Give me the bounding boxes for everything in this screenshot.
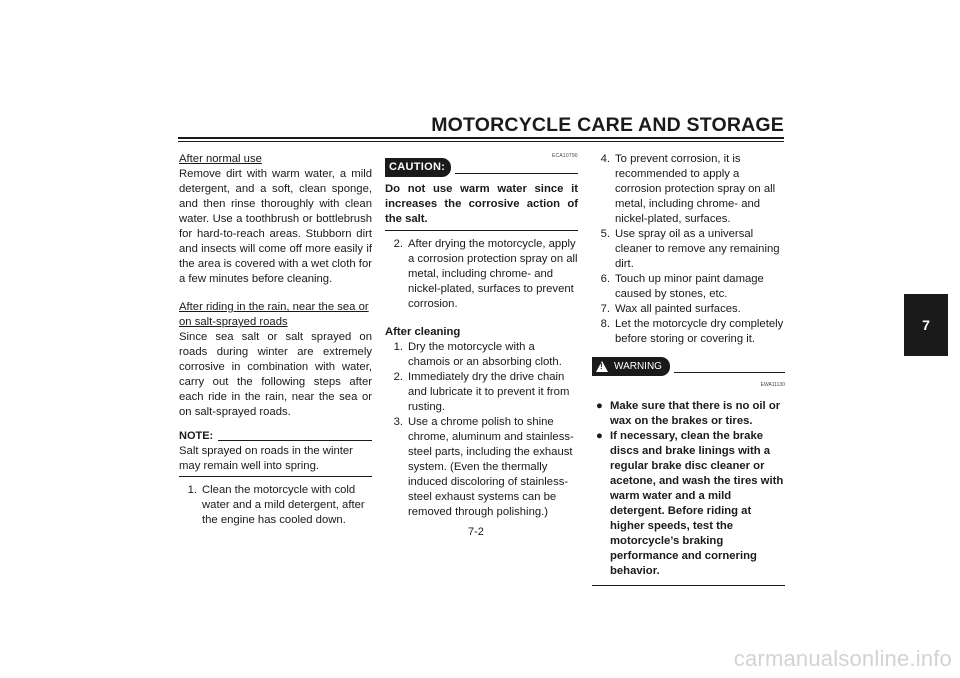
warning-triangle-icon: ! bbox=[596, 361, 608, 372]
note-end-rule bbox=[179, 476, 372, 477]
bullet-icon: ● bbox=[596, 400, 603, 412]
list-item: 6. Touch up minor paint damage caused by stones, etc. bbox=[600, 273, 764, 300]
after-cleaning-list-continued bbox=[592, 152, 785, 347]
warning-list bbox=[592, 399, 785, 579]
salt-steps-continued bbox=[385, 237, 578, 312]
list-item: 1. Dry the motorcycle with a chamois or an absorbing cloth. bbox=[393, 341, 562, 368]
column-3 bbox=[592, 152, 785, 586]
list-item: 2. Immediately dry the drive chain and lubricate it to prevent it from rusting. bbox=[393, 371, 570, 413]
section-heading-normal-use: After normal use bbox=[179, 153, 262, 165]
note-header bbox=[179, 429, 372, 444]
caution-badge: CAUTION: bbox=[385, 158, 451, 177]
column-1 bbox=[179, 152, 372, 528]
list-item: 7. Wax all painted surfaces. bbox=[600, 303, 741, 315]
caution-header bbox=[385, 158, 578, 177]
header-rule bbox=[178, 137, 784, 139]
warning-end-rule bbox=[592, 585, 785, 586]
list-item: 4. To prevent corrosion, it is recommended to apply a corrosion protection spray on all metal, including chrome- and nickel-plated, surfaces. bbox=[600, 153, 776, 225]
caution-end-rule bbox=[385, 230, 578, 231]
caution-rule bbox=[455, 173, 578, 174]
paragraph-salt-roads: Since sea salt or salt sprayed on roads during winter are extremely corrosive in combination with water, carry out the following steps after each ride in the rain, near the sea or on salt-sprayed roads. bbox=[179, 331, 372, 418]
warning-item: ● Make sure that there is no oil or wax on the brakes or tires. bbox=[592, 399, 785, 429]
chapter-tab: 7 bbox=[904, 294, 948, 356]
list-item: 8. Let the motorcycle dry completely before storing or covering it. bbox=[600, 318, 784, 345]
page-title: MOTORCYCLE CARE AND STORAGE bbox=[431, 114, 784, 136]
warning-label: WARNING bbox=[614, 361, 662, 372]
note-rule bbox=[218, 440, 372, 441]
list-item: 2. After drying the motorcycle, apply a corrosion protection spray on all metal, including chrome- and nickel-plated, surfaces to prevent corrosion. bbox=[393, 238, 578, 310]
header-rule-thin bbox=[178, 141, 784, 142]
warning-badge bbox=[592, 357, 670, 376]
note-label: NOTE: bbox=[179, 430, 214, 442]
after-cleaning-heading: After cleaning bbox=[385, 326, 461, 338]
list-item: 5. Use spray oil as a universal cleaner to remove any remaining dirt. bbox=[600, 228, 780, 270]
bullet-icon: ● bbox=[596, 430, 603, 442]
warning-code: EWA11130 bbox=[760, 382, 785, 388]
warning-header bbox=[592, 357, 785, 376]
list-item: 3. Use a chrome polish to shine chrome, aluminum and stainless-steel parts, including the exhaust system. (Even the thermally induced discoloring of stainless-steel exhaust systems can be removed through polishing.) bbox=[393, 416, 574, 518]
warning-rule bbox=[674, 372, 785, 373]
after-cleaning-list bbox=[385, 340, 578, 520]
warning-item: ● If necessary, clean the brake discs and brake linings with a regular brake disc cleaner or acetone, and wash the tires with warm water and a mild detergent. Before riding at higher speeds, test the motorcycle’s braking performance and cornering behavior. bbox=[592, 429, 785, 579]
watermark: carmanualsonline.info bbox=[733, 646, 952, 671]
page-number: 7-2 bbox=[468, 526, 484, 538]
caution-code: ECA10790 bbox=[552, 153, 578, 159]
list-item: 1. Clean the motorcycle with cold water and a mild detergent, after the engine has cooled down. bbox=[187, 484, 365, 526]
column-2 bbox=[385, 152, 578, 520]
salt-steps-list bbox=[179, 483, 372, 528]
paragraph-normal-use: Remove dirt with warm water, a mild detergent, and a soft, clean sponge, and then rinse thoroughly with clean water. Use a toothbrush or bottlebrush for hard-to-reach areas. Stubborn dirt and insects will come off more easily if the area is covered with a wet cloth for a few minutes before cleaning. bbox=[179, 168, 372, 285]
note-text: Salt sprayed on roads in the winter may remain well into spring. bbox=[179, 445, 353, 472]
section-heading-salt-roads: After riding in the rain, near the sea or on salt-sprayed roads bbox=[179, 301, 369, 328]
caution-text: Do not use warm water since it increases the corrosive action of the salt. bbox=[385, 183, 578, 225]
